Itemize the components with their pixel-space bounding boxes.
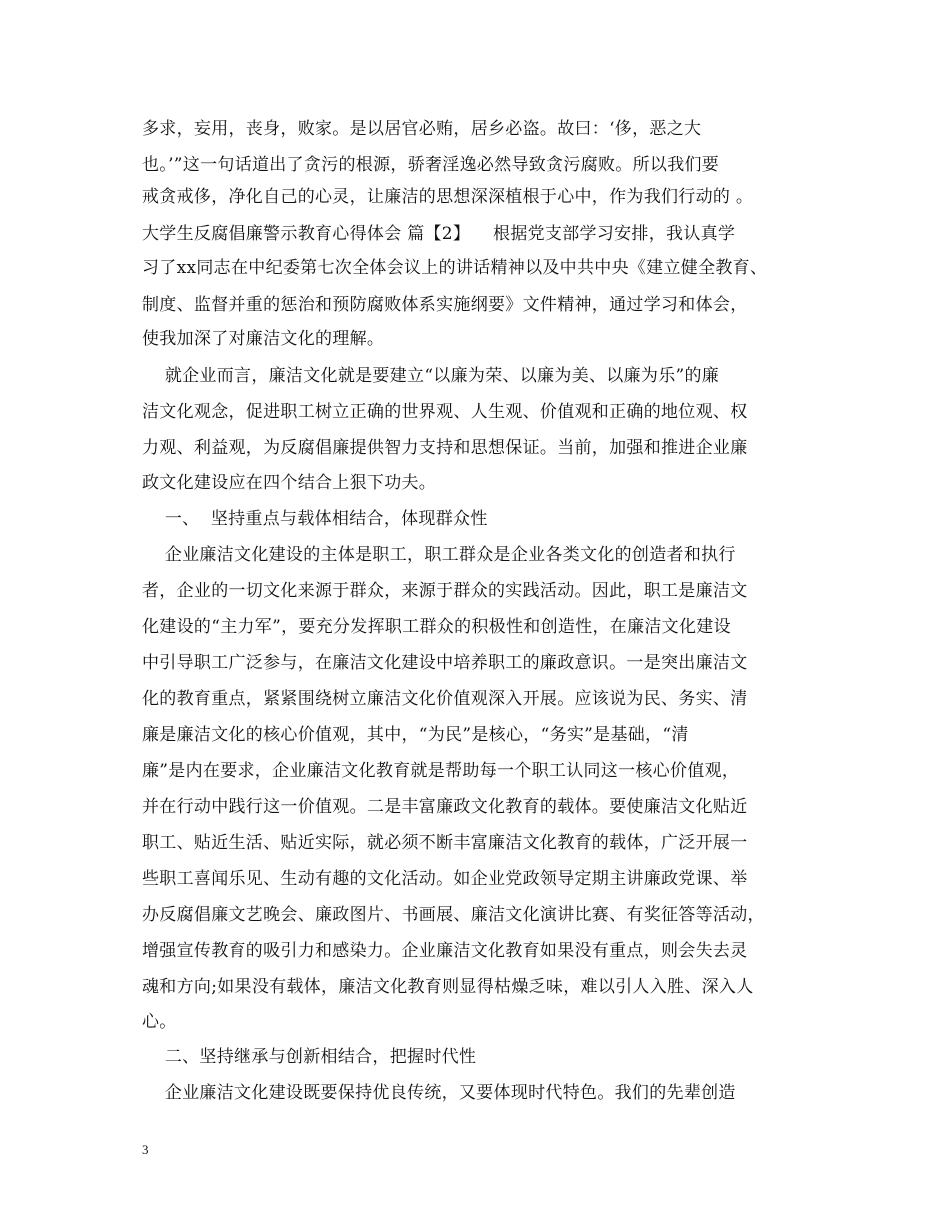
text-line: 化的教育重点，紧紧围绕树立廉洁文化价值观深入开展。应该说为民、务实、清: [142, 689, 748, 709]
text-line: 企业廉洁文化建设的主体是职工，职工群众是企业各类文化的创造者和执行: [142, 545, 736, 565]
text-line: 廉”是内在要求，企业廉洁文化教育就是帮助每一个职工认同这一核心价值观，: [142, 761, 740, 781]
text-line: 心。: [142, 1012, 177, 1032]
text-line: 也。’”这一句话道出了贪污的根源，骄奢淫逸必然导致贪污腐败。所以我们要: [142, 155, 720, 175]
page-number: 3: [142, 1142, 149, 1157]
text-line: 大学生反腐倡廉警示教育心得体会 篇【2】 根据党支部学习安排，我认真学: [142, 224, 736, 244]
text-line: 洁文化观念，促进职工树立正确的世界观、人生观、价值观和正确的地位观、权: [142, 402, 748, 422]
text-line: 增强宣传教育的吸引力和感染力。企业廉洁文化教育如果没有重点，则会失去灵: [142, 941, 748, 961]
text-line: 就企业而言，廉洁文化就是要建立“以廉为荣、以廉为美、以廉为乐”的廉: [142, 366, 720, 386]
text-line: 多求，妄用，丧身，败家。是以居官必贿，居乡必盗。故曰：‘侈，恶之大: [142, 119, 702, 139]
text-line: 办反腐倡廉文艺晚会、廉政图片、书画展、廉洁文化演讲比赛、有奖征答等活动，: [142, 905, 765, 925]
text-line: 些职工喜闻乐见、生动有趣的文化活动。如企业党政领导定期主讲廉政党课、举: [142, 869, 748, 889]
text-line: 力观、利益观，为反腐倡廉提供智力支持和思想保证。当前，加强和推进企业廉: [142, 438, 748, 458]
text-line: 一、 坚持重点与载体相结合，体现群众性: [142, 509, 488, 529]
text-line: 化建设的“主力军”，要充分发挥职工群众的积极性和创造性，在廉洁文化建设: [142, 617, 731, 637]
text-line: 习了xx同志在中纪委第七次全体会议上的讲话精神以及中共中央《建立健全教育、: [142, 258, 768, 278]
text-line: 制度、监督并重的惩治和预防腐败体系实施纲要》文件精神，通过学习和体会，: [142, 295, 748, 315]
text-line: 政文化建设应在四个结合上狠下功夫。: [142, 473, 437, 493]
text-line: 者，企业的一切文化来源于群众，来源于群众的实践活动。因此，职工是廉洁文: [142, 581, 748, 601]
text-line: 廉是廉洁文化的核心价值观，其中，“为民”是核心，“务实”是基础，“清: [142, 725, 689, 745]
text-line: 戒贪戒侈，净化自己的心灵，让廉洁的思想深深植根于心中，作为我们行动的 。: [142, 187, 754, 207]
text-line: 职工、贴近生活、贴近实际，就必须不断丰富廉洁文化教育的载体，广泛开展一: [142, 833, 748, 853]
text-line: 二、坚持继承与创新相结合，把握时代性: [142, 1047, 477, 1067]
text-line: 并在行动中践行这一价值观。二是丰富廉政文化教育的载体。要使廉洁文化贴近: [142, 797, 748, 817]
text-line: 企业廉洁文化建设既要保持优良传统，又要体现时代特色。我们的先辈创造: [142, 1083, 736, 1103]
text-line: 魂和方向;如果没有载体，廉洁文化教育则显得枯燥乏味，难以引人入胜、深入人: [142, 977, 754, 997]
text-line: 中引导职工广泛参与，在廉洁文化建设中培养职工的廉政意识。一是突出廉洁文: [142, 653, 748, 673]
text-line: 使我加深了对廉洁文化的理解。: [142, 329, 385, 349]
